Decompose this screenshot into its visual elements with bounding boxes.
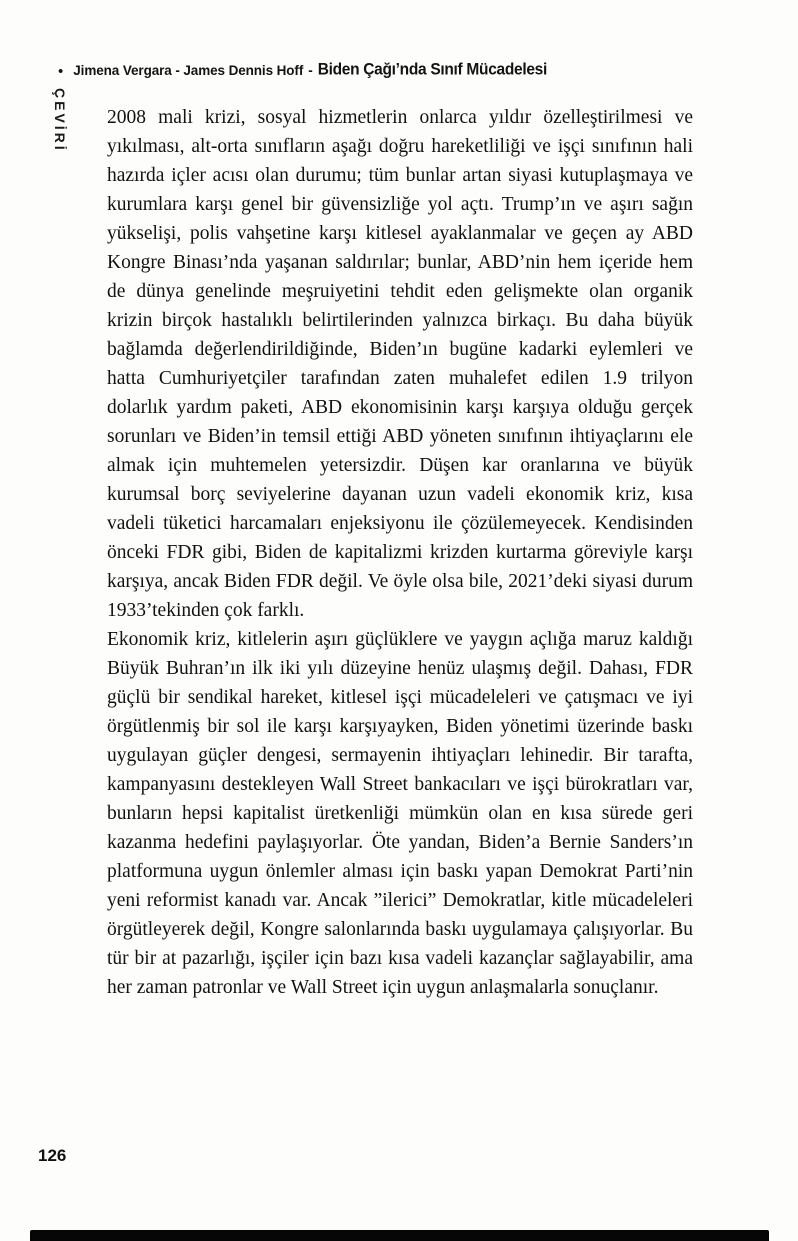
authors-label: Jimena Vergara - James Dennis Hoff [73, 63, 304, 78]
margin-label-ceviri: ÇEVİRİ [52, 88, 68, 153]
header-separator: - [308, 63, 313, 78]
paragraph: 2008 mali krizi, sosyal hizmetlerin onlarca yıldır özelleştirilmesi ve yıkılması, alt-orta sınıfların aşağı doğru hareketliliği ve işçi sınıfının hali hazırda içler acısı olan durumu; tüm bunlar artan siyasi kutuplaşmaya ve kurumlara karşı genel bir güvensizliğe yol açtı. Trump’ın ve aşırı sağın yükselişi, polis vahşetine karşı kitlesel ayaklanmalar ve geçen ay ABD Kongre Binası’nda yaşanan saldırılar; bunlar, ABD’nin hem içeride hem de dünya genelinde meşruiyetini tehdit eden gelişmekte olan organik krizin birçok hastalıklı belirtilerinden yalnızca birkaçı. Bu daha büyük bağlamda değerlendirildiğinde, Biden’ın bugüne kadarki eylemleri ve hatta Cumhuriyetçiler tarafından zaten muhalefet edilen 1.9 trilyon dolarlık yardım paketi, ABD ekonomisinin karşı karşıya olduğu gerçek sorunları ve Biden’in temsil ettiği ABD yöneten sınıfının ihtiyaçlarını ele almak için muhtemelen yetersizdir. Düşen kar oranlarına ve büyük kurumsal borç seviyelerine dayanan uzun vadeli ekonomik kriz, kısa vadeli tüketici harcamaları enjeksiyonu ile çözülemeyecek. Kendisinden önceki FDR gibi, Biden de kapitalizmi krizden kurtarma göreviyle karşı karşıya, ancak Biden FDR değil. Ve öyle olsa bile, 2021’deki siyasi durum 1933’tekinden çok farklı. [107, 107, 693, 621]
paragraph: Ekonomik kriz, kitlelerin aşırı güçlüklere ve yaygın açlığa maruz kaldığı Büyük Buhran’ın ilk iki yılı düzeyine henüz ulaşmış değil. Dahası, FDR güçlü bir sendikal hareket, kitlesel işçi mücadeleleri ve çatışmacı ve iyi örgütlenmiş bir sol ile karşı karşıyayken, Biden yönetimi üzerinde baskı uygulayan güçler dengesi, sermayenin ihtiyaçları lehinedir. Bir tarafta, kampanyasını destekleyen Wall Street bankacıları ve işçi bürokratları var, bunların hepsi kapitalist üretkenliği mümkün olan en kısa sürede geri kazanma hedefini paylaşıyorlar. Öte yandan, Biden’a Bernie Sanders’ın platformuna uygun önlemler alması için baskı yapan Demokrat Parti’nin yeni reformist kanadı var. Ancak ”ilerici” Demokratlar, kitle mücadeleleri örgütleyerek değil, Kongre salonlarında baskı uygulamaya çalışıyorlar. Bu tür bir at pazarlığı, işçiler için bazı kısa vadeli kazançlar sağlayabilir, ama her zaman patronlar ve Wall Street için uygun anlaşmalarla sonuçlanır. [107, 629, 693, 998]
book-title: Biden Çağı’nda Sınıf Mücadelesi [317, 61, 547, 79]
page-number: 126 [38, 1146, 67, 1165]
running-header [58, 62, 547, 80]
bullet-icon: • [58, 62, 64, 80]
scan-edge-bar [30, 1230, 769, 1241]
article-body [107, 103, 693, 1002]
